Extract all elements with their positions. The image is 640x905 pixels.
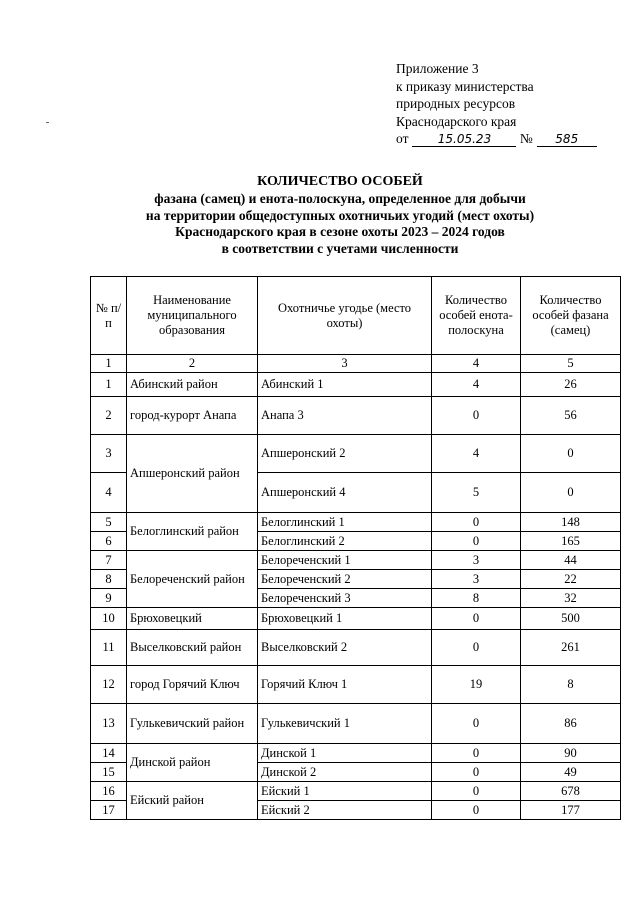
raccoon-count-cell: 0 bbox=[432, 763, 521, 782]
raccoon-count-cell: 0 bbox=[432, 744, 521, 763]
row-number: 9 bbox=[91, 589, 127, 608]
raccoon-count-cell: 4 bbox=[432, 435, 521, 473]
number-prefix: № bbox=[519, 131, 533, 146]
row-number: 3 bbox=[91, 435, 127, 473]
raccoon-count-cell: 8 bbox=[432, 589, 521, 608]
title-line: на территории общедоступных охотничьих угодий (мест охоты) bbox=[145, 207, 535, 223]
hunting-area-cell: Гулькевичский 1 bbox=[258, 704, 432, 744]
pheasant-count-cell: 0 bbox=[521, 473, 621, 513]
row-number: 2 bbox=[91, 397, 127, 435]
raccoon-count-cell: 0 bbox=[432, 397, 521, 435]
title-line: Краснодарского края в сезоне охоты 2023 – 2024 годов bbox=[175, 224, 505, 240]
scan-speck bbox=[46, 122, 49, 123]
table-row bbox=[91, 397, 621, 435]
table-row bbox=[91, 513, 621, 532]
table-row bbox=[91, 630, 621, 666]
hunting-area-cell: Анапа 3 bbox=[258, 397, 432, 435]
hunting-area-cell: Белоглинский 2 bbox=[258, 532, 432, 551]
header-number: № п/п bbox=[91, 277, 127, 355]
pheasant-count-cell: 177 bbox=[521, 801, 621, 820]
hunting-area-cell: Динской 1 bbox=[258, 744, 432, 763]
municipality-cell: Белоглинский район bbox=[127, 513, 258, 551]
raccoon-count-cell: 0 bbox=[432, 801, 521, 820]
raccoon-count-cell: 0 bbox=[432, 532, 521, 551]
raccoon-count-cell: 0 bbox=[432, 704, 521, 744]
column-number: 4 bbox=[432, 355, 521, 373]
header-hunting-area: Охотничье угодье (место охоты) bbox=[258, 277, 432, 355]
column-number: 5 bbox=[521, 355, 621, 373]
handwritten-date: 15.05.23 bbox=[412, 132, 516, 147]
raccoon-count-cell: 4 bbox=[432, 373, 521, 397]
title-line: в соответствии с учетами численности bbox=[221, 241, 459, 257]
appendix-line: Приложение 3 bbox=[396, 61, 479, 76]
pheasant-count-cell: 44 bbox=[521, 551, 621, 570]
raccoon-count-cell: 3 bbox=[432, 551, 521, 570]
pheasant-count-cell: 500 bbox=[521, 608, 621, 630]
pheasant-count-cell: 90 bbox=[521, 744, 621, 763]
row-number: 10 bbox=[91, 608, 127, 630]
table-row bbox=[91, 782, 621, 801]
table-row bbox=[91, 666, 621, 704]
hunting-area-cell: Абинский 1 bbox=[258, 373, 432, 397]
hunting-area-cell: Ейский 2 bbox=[258, 801, 432, 820]
table-row bbox=[91, 551, 621, 570]
table-row bbox=[91, 704, 621, 744]
quota-table bbox=[90, 276, 621, 820]
pheasant-count-cell: 49 bbox=[521, 763, 621, 782]
pheasant-count-cell: 32 bbox=[521, 589, 621, 608]
municipality-cell: Апшеронский район bbox=[127, 435, 258, 513]
pheasant-count-cell: 678 bbox=[521, 782, 621, 801]
raccoon-count-cell: 5 bbox=[432, 473, 521, 513]
hunting-area-cell: Ейский 1 bbox=[258, 782, 432, 801]
appendix-note bbox=[396, 60, 626, 148]
row-number: 6 bbox=[91, 532, 127, 551]
handwritten-number: 585 bbox=[537, 132, 597, 147]
pheasant-count-cell: 86 bbox=[521, 704, 621, 744]
pheasant-count-cell: 148 bbox=[521, 513, 621, 532]
table-row bbox=[91, 744, 621, 763]
column-number: 3 bbox=[258, 355, 432, 373]
appendix-line: Краснодарского края bbox=[396, 113, 517, 129]
column-number: 1 bbox=[91, 355, 127, 373]
header-municipality: Наименование муниципального образования bbox=[127, 277, 258, 355]
row-number: 16 bbox=[91, 782, 127, 801]
row-number: 15 bbox=[91, 763, 127, 782]
table-row bbox=[91, 608, 621, 630]
header-row bbox=[91, 277, 621, 355]
appendix-line: природных ресурсов bbox=[396, 96, 516, 111]
raccoon-count-cell: 0 bbox=[432, 513, 521, 532]
pheasant-count-cell: 0 bbox=[521, 435, 621, 473]
hunting-area-cell: Апшеронский 4 bbox=[258, 473, 432, 513]
column-number-row bbox=[91, 355, 621, 373]
row-number: 5 bbox=[91, 513, 127, 532]
raccoon-count-cell: 0 bbox=[432, 782, 521, 801]
appendix-line: к приказу министерства bbox=[396, 78, 534, 94]
raccoon-count-cell: 19 bbox=[432, 666, 521, 704]
municipality-cell: Динской район bbox=[127, 744, 258, 782]
hunting-area-cell: Белореченский 1 bbox=[258, 551, 432, 570]
hunting-area-cell: Белореченский 2 bbox=[258, 570, 432, 589]
municipality-cell: город-курорт Анапа bbox=[127, 397, 258, 435]
column-number: 2 bbox=[127, 355, 258, 373]
hunting-area-cell: Белоглинский 1 bbox=[258, 513, 432, 532]
hunting-area-cell: Выселковский 2 bbox=[258, 630, 432, 666]
date-prefix: от bbox=[396, 131, 409, 146]
table-row bbox=[91, 373, 621, 397]
municipality-cell: Гулькевичский район bbox=[127, 704, 258, 744]
pheasant-count-cell: 8 bbox=[521, 666, 621, 704]
pheasant-count-cell: 261 bbox=[521, 630, 621, 666]
pheasant-count-cell: 56 bbox=[521, 397, 621, 435]
hunting-area-cell: Горячий Ключ 1 bbox=[258, 666, 432, 704]
municipality-cell: Выселковский район bbox=[127, 630, 258, 666]
row-number: 14 bbox=[91, 744, 127, 763]
municipality-cell: Абинский район bbox=[127, 373, 258, 397]
pheasant-count-cell: 26 bbox=[521, 373, 621, 397]
raccoon-count-cell: 3 bbox=[432, 570, 521, 589]
row-number: 11 bbox=[91, 630, 127, 666]
appendix-date-line bbox=[396, 130, 626, 148]
row-number: 7 bbox=[91, 551, 127, 570]
municipality-cell: Брюховецкий bbox=[127, 608, 258, 630]
hunting-area-cell: Апшеронский 2 bbox=[258, 435, 432, 473]
raccoon-count-cell: 0 bbox=[432, 630, 521, 666]
header-raccoon: Количество особей енота-полоскуна bbox=[432, 277, 521, 355]
row-number: 8 bbox=[91, 570, 127, 589]
pheasant-count-cell: 165 bbox=[521, 532, 621, 551]
row-number: 12 bbox=[91, 666, 127, 704]
row-number: 17 bbox=[91, 801, 127, 820]
municipality-cell: город Горячий Ключ bbox=[127, 666, 258, 704]
municipality-cell: Ейский район bbox=[127, 782, 258, 820]
municipality-cell: Белореченский район bbox=[127, 551, 258, 608]
row-number: 1 bbox=[91, 373, 127, 397]
row-number: 13 bbox=[91, 704, 127, 744]
hunting-area-cell: Динской 2 bbox=[258, 763, 432, 782]
title-line: фазана (самец) и енота-полоскуна, определенное для добычи bbox=[154, 190, 526, 206]
hunting-area-cell: Брюховецкий 1 bbox=[258, 608, 432, 630]
title-main: КОЛИЧЕСТВО ОСОБЕЙ bbox=[257, 174, 423, 189]
header-pheasant: Количество особей фазана (самец) bbox=[521, 277, 621, 355]
raccoon-count-cell: 0 bbox=[432, 608, 521, 630]
document-title bbox=[60, 174, 620, 258]
hunting-area-cell: Белореченский 3 bbox=[258, 589, 432, 608]
pheasant-count-cell: 22 bbox=[521, 570, 621, 589]
row-number: 4 bbox=[91, 473, 127, 513]
table-row bbox=[91, 435, 621, 473]
